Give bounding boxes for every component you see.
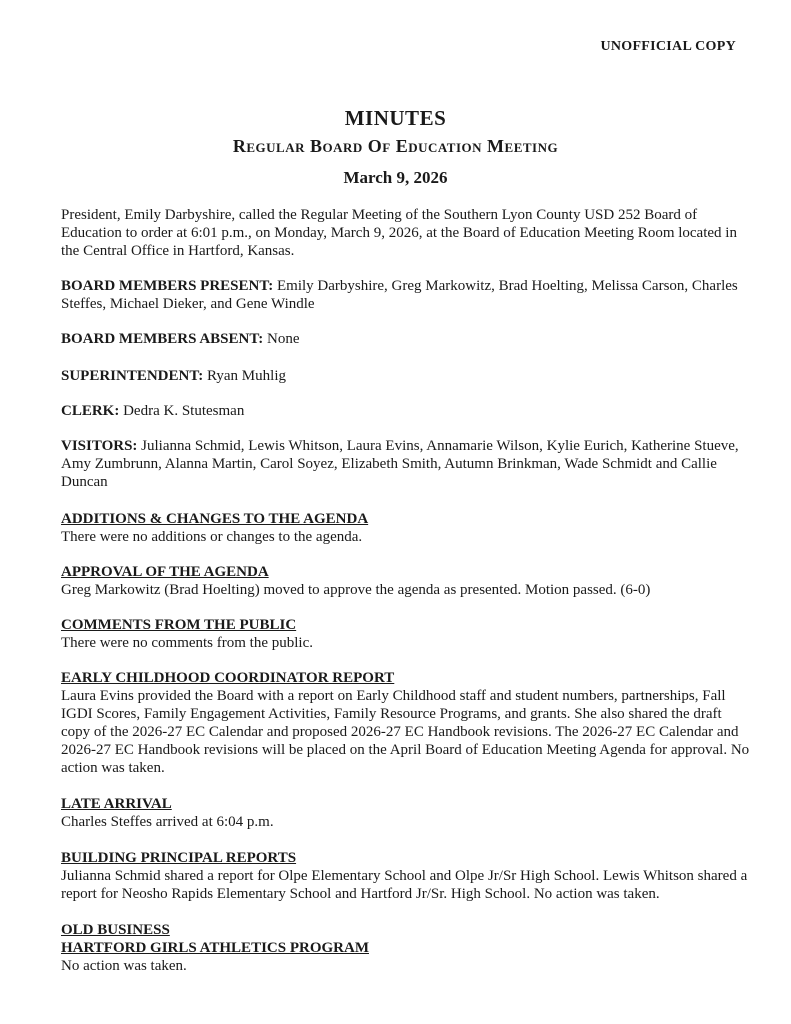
clerk-text: Dedra K. Stutesman [123, 403, 245, 419]
section-heading: ADDITIONS & CHANGES TO THE AGENDA [61, 511, 369, 527]
old-business-text: No action was taken. [61, 958, 187, 974]
section-late-arrival [61, 795, 751, 831]
section-text: There were no comments from the public. [61, 635, 313, 651]
visitors [61, 437, 751, 491]
section-text: Julianna Schmid shared a report for Olpe Elementary School and Olpe Jr/Sr High School. Lewis Whitson shared a report for Neosho Rapids Elementary School and Hartford Jr/Sr. High School. No action was taken. [61, 868, 748, 902]
members-absent-text: None [267, 331, 300, 347]
members-absent-label: BOARD MEMBERS ABSENT: [61, 331, 264, 347]
superintendent [61, 367, 751, 385]
section-heading: BUILDING PRINCIPAL REPORTS [61, 850, 297, 866]
old-business-heading: OLD BUSINESS [61, 922, 170, 938]
section-old-business [61, 921, 751, 975]
section-text: Charles Steffes arrived at 6:04 p.m. [61, 814, 274, 830]
document-title: MINUTES [344, 106, 447, 130]
section-heading: APPROVAL OF THE AGENDA [61, 564, 269, 580]
section-heading: EARLY CHILDHOOD COORDINATOR REPORT [61, 670, 395, 686]
document-subtitle: Regular Board Of Education Meeting [232, 136, 559, 156]
superintendent-text: Ryan Muhlig [207, 368, 286, 384]
members-absent [61, 330, 751, 348]
old-business-subheading: HARTFORD GIRLS ATHLETICS PROGRAM [61, 940, 369, 956]
section-text: Greg Markowitz (Brad Hoelting) moved to approve the agenda as presented. Motion passed. (6-0) [61, 582, 651, 598]
section-principal-reports [61, 849, 751, 903]
visitors-label: VISITORS: [61, 438, 138, 454]
clerk-label: CLERK: [61, 403, 120, 419]
section-agenda-changes [61, 510, 751, 546]
section-text: Laura Evins provided the Board with a report on Early Childhood staff and student numbers, partnerships, Fall IGDI Scores, Family Engagement Activities, Family Resource Programs, and grants. She also shared the draft copy of the 2026-27 EC Calendar and proposed 2026-27 EC Handbook revisions. The 2026-27 EC Calendar and 2026-27 EC Handbook revisions will be placed on the April Board of Education Meeting Agenda for approval. No action was taken. [61, 688, 750, 776]
section-heading: COMMENTS FROM THE PUBLIC [61, 617, 297, 633]
members-present [61, 277, 751, 313]
meeting-date: March 9, 2026 [343, 168, 448, 187]
visitors-text: Julianna Schmid, Lewis Whitson, Laura Evins, Annamarie Wilson, Kylie Eurich, Katherine Stueve, Amy Zumbrunn, Alanna Martin, Carol Soyez, Elizabeth Smith, Autumn Brinkman, Wade Schmidt and Callie Duncan [61, 438, 739, 490]
section-heading: LATE ARRIVAL [61, 796, 172, 812]
clerk [61, 402, 751, 420]
intro-paragraph: President, Emily Darbyshire, called the Regular Meeting of the Southern Lyon County USD 252 Board of Education to order at 6:01 p.m., on Monday, March 9, 2026, at the Board of Education Meeting Room located in the Central Office in Hartford, Kansas. [61, 207, 737, 259]
section-agenda-approval [61, 563, 751, 599]
members-present-text: Emily Darbyshire, Greg Markowitz, Brad Hoelting, Melissa Carson, Charles Steffes, Michael Dieker, and Gene Windle [61, 278, 738, 312]
unofficial-copy-stamp: UNOFFICIAL COPY [600, 39, 736, 54]
members-present-label: BOARD MEMBERS PRESENT: [61, 278, 274, 294]
section-early-childhood [61, 669, 751, 777]
section-public-comments [61, 616, 751, 652]
superintendent-label: SUPERINTENDENT: [61, 368, 204, 384]
section-text: There were no additions or changes to the agenda. [61, 529, 363, 545]
